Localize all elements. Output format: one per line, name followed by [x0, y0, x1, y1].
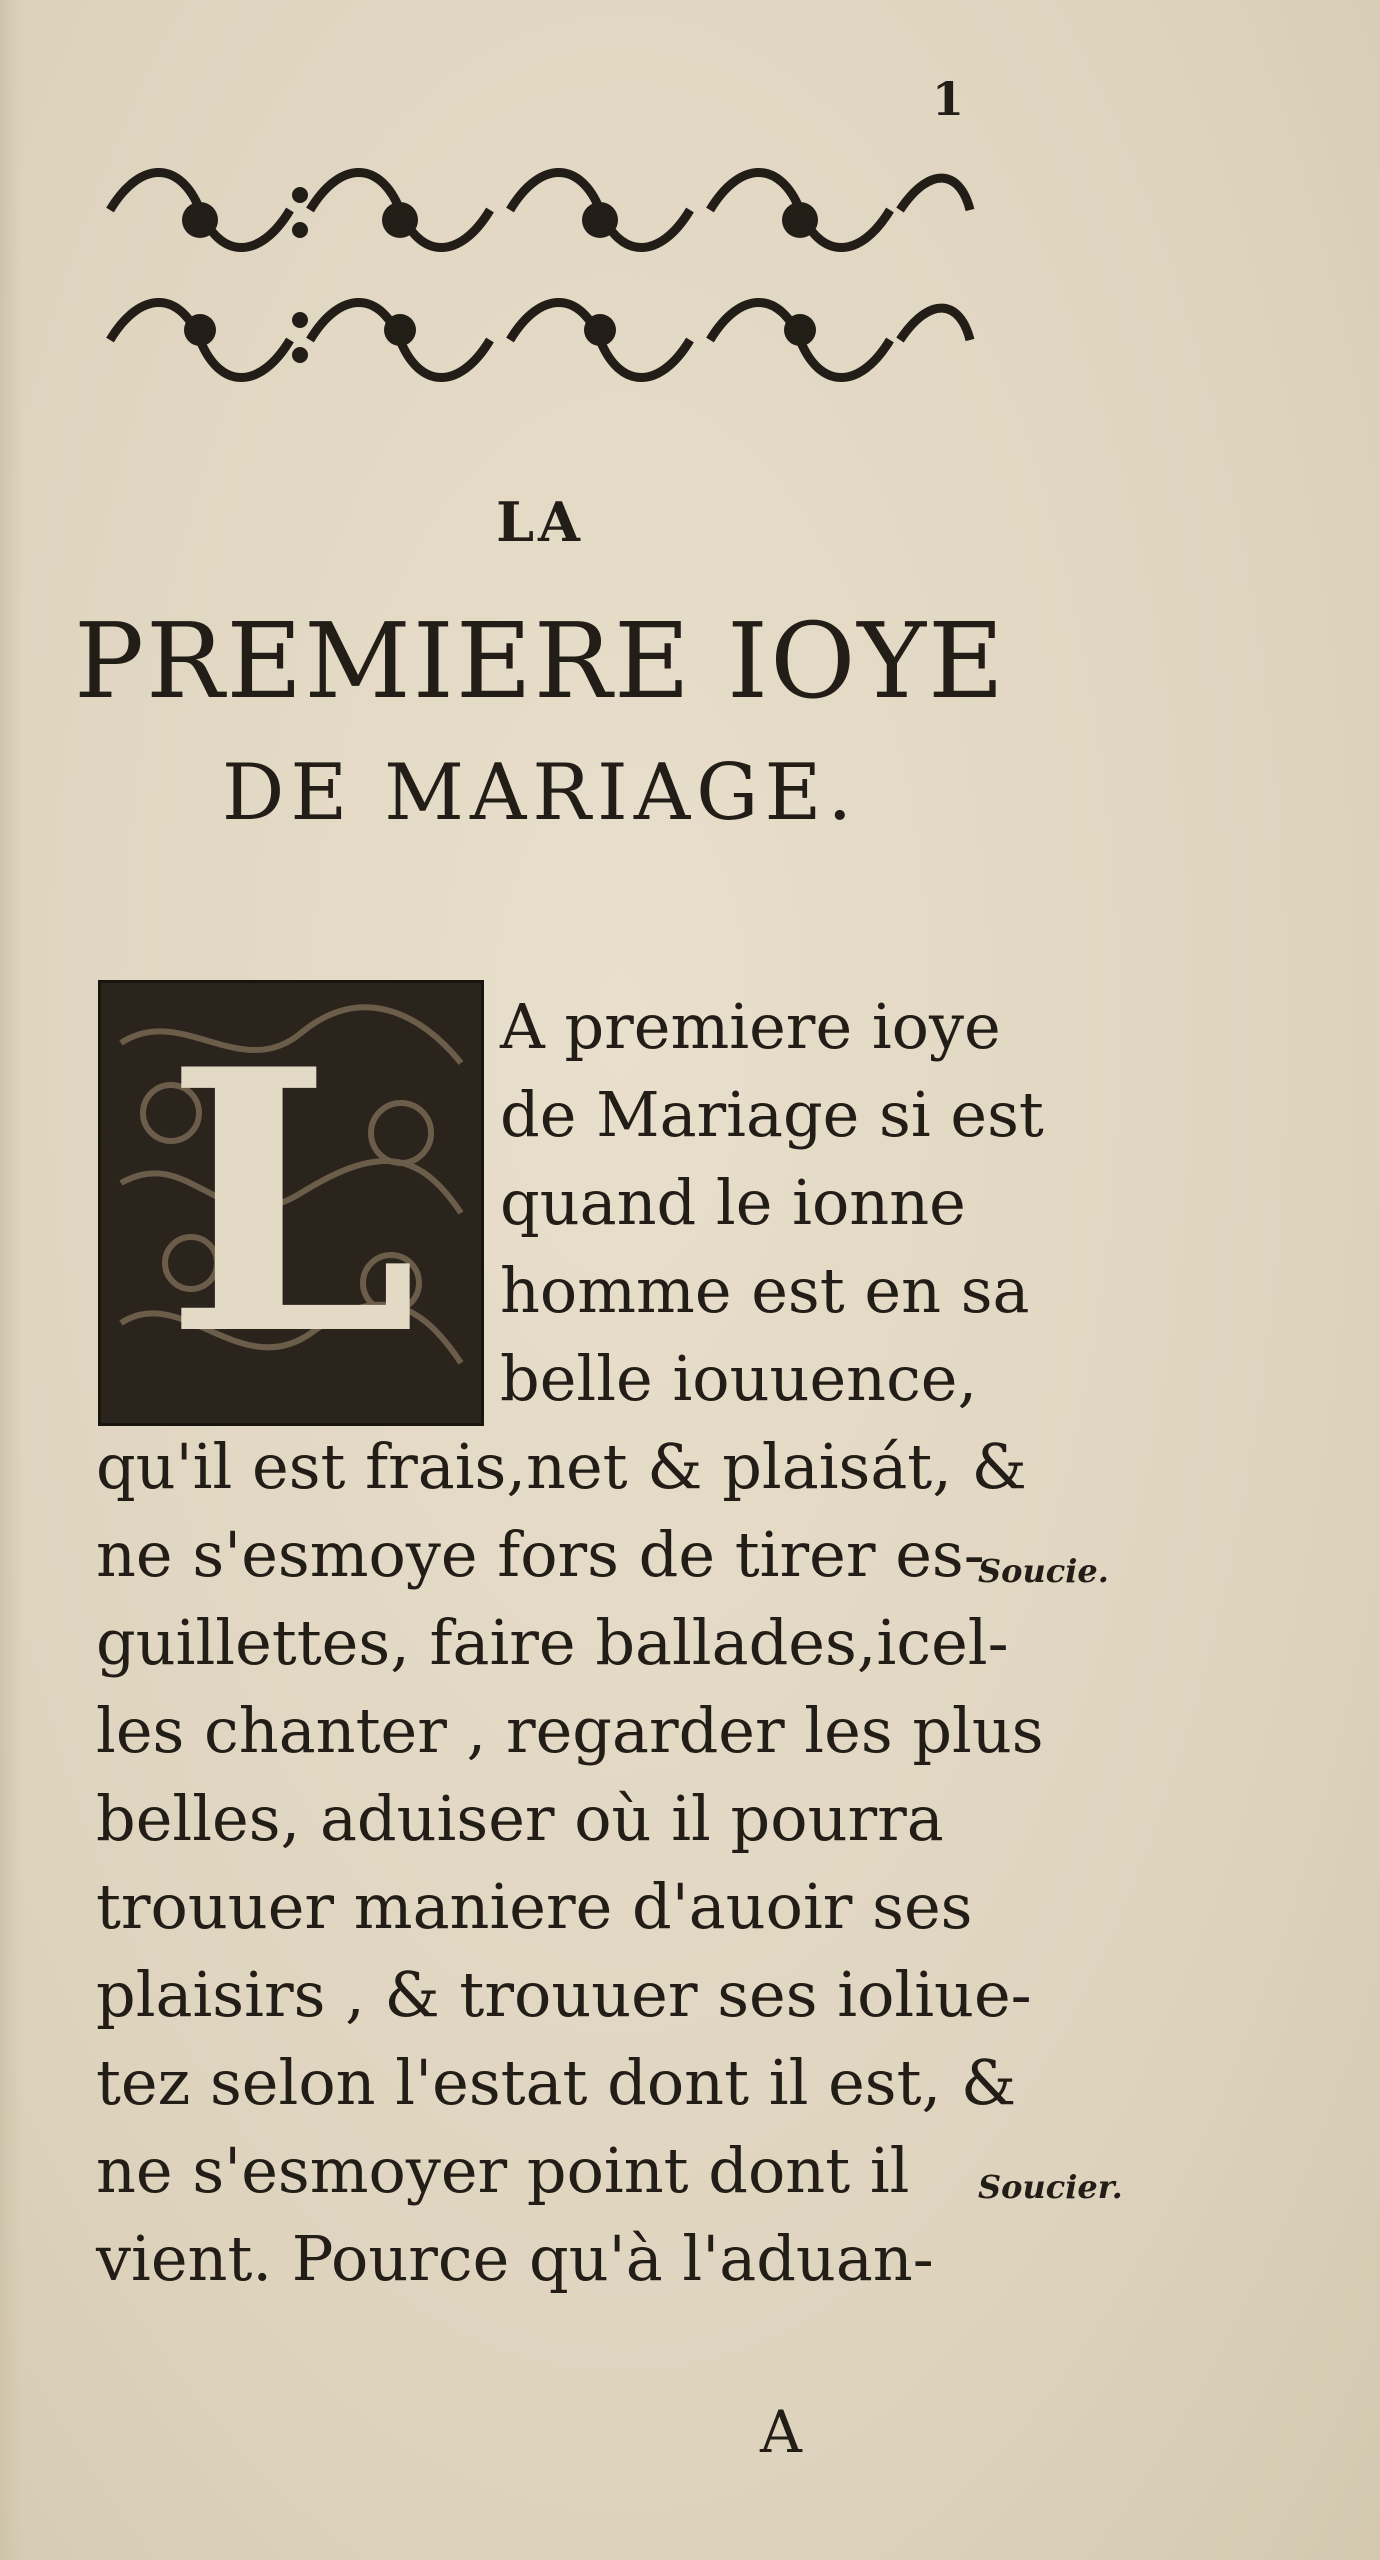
title-line-1: LA: [496, 490, 584, 554]
text-line: trouuer maniere d'auoir ses: [96, 1870, 973, 1943]
text-line: les chanter , regarder les plus: [96, 1694, 1044, 1767]
text-line: ne s'esmoyer point dont il: [96, 2134, 910, 2207]
text-line: A premiere ioye: [500, 990, 1001, 1063]
text-line: homme est en sa: [500, 1254, 1030, 1327]
text-line: tez selon l'estat dont il est, &: [96, 2046, 1017, 2119]
text-line: belles, aduiser où il pourra: [96, 1782, 944, 1855]
signature-mark: A: [760, 2398, 802, 2466]
text-line: de Mariage si est: [500, 1078, 1044, 1151]
margin-note: Soucie.: [978, 1552, 1109, 1590]
decorated-initial: [98, 980, 484, 1426]
page-number: 1: [932, 72, 965, 126]
text-line: qu'il est frais,net & plaisát, &: [96, 1430, 1027, 1503]
text-line: quand le ionne: [500, 1166, 966, 1239]
text-line: vient. Pource qu'à l'aduan-: [96, 2222, 934, 2295]
text-line: ne s'esmoye fors de tirer es-: [96, 1518, 985, 1591]
title-line-3: DE MARIAGE.: [221, 748, 859, 838]
title-line-2: PREMIERE IOYE: [74, 600, 1006, 722]
initial-letter: L: [164, 991, 418, 1414]
text-line: plaisirs , & trouuer ses ioliue-: [96, 1958, 1032, 2031]
text-line: guillettes, faire ballades,icel-: [96, 1606, 1009, 1679]
ornament-band: [100, 150, 980, 400]
margin-note: Soucier.: [978, 2168, 1123, 2206]
text-line: belle iouuence,: [500, 1342, 978, 1415]
page-gutter: [0, 0, 22, 2560]
